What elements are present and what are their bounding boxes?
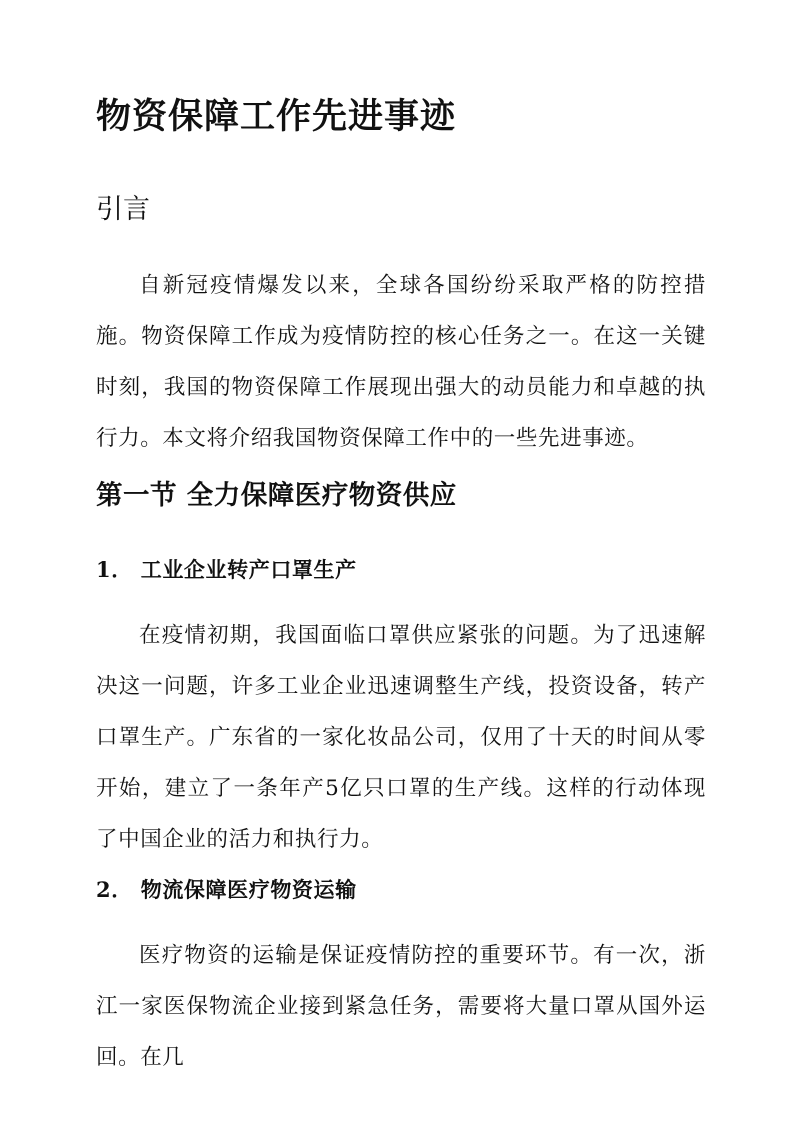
intro-paragraph: 自新冠疫情爆发以来，全球各国纷纷采取严格的防控措施。物资保障工作成为疫情防控的核心任务之一。在这一关键时刻，我国的物资保障工作展现出强大的动员能力和卓越的执行力。本文将介绍我国物资保障工作中的一些先进事迹。: [96, 273, 706, 451]
intro-heading: 引言: [96, 194, 150, 225]
section-1-title: 第一节 全力保障医疗物资供应: [96, 480, 457, 511]
subsection-1-heading: 1． 工业企业转产口罩生产: [96, 557, 357, 582]
subsection-2-heading: 2． 物流保障医疗物资运输: [96, 877, 357, 902]
document-title: 物资保障工作先进事迹: [96, 96, 457, 137]
subsection-1-paragraph: 在疫情初期，我国面临口罩供应紧张的问题。为了迅速解决这一问题，许多工业企业迅速调整生产线，投资设备，转产口罩生产。广东省的一家化妆品公司，仅用了十天的时间从零开始，建立了一条年产5亿只口罩的生产线。这样的行动体现了中国企业的活力和执行力。: [96, 623, 706, 852]
subsection-2-paragraph: 医疗物资的运输是保证疫情防控的重要环节。有一次，浙江一家医保物流企业接到紧急任务，需要将大量口罩从国外运回。在几: [96, 943, 706, 1070]
